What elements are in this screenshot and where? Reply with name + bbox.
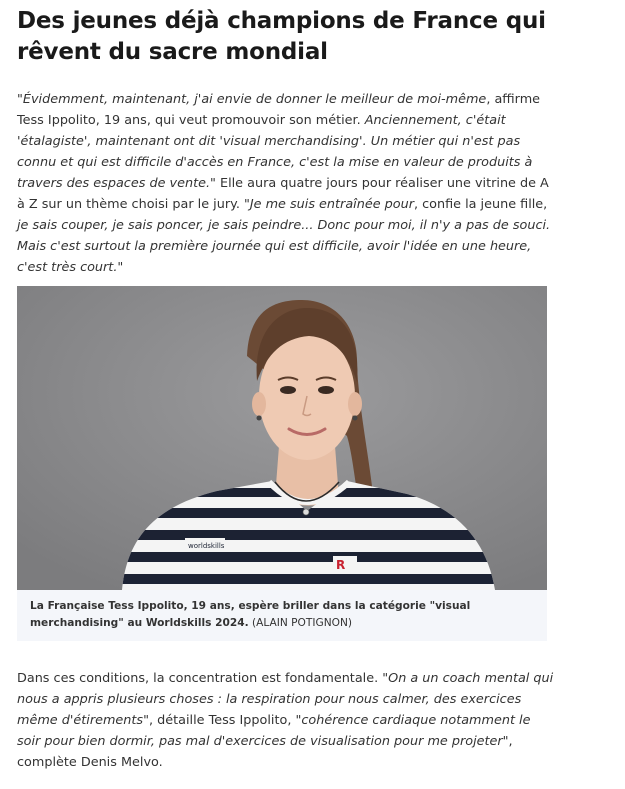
quote-text: Anciennement, c'était 'étalagiste', maintenant ont dit 'visual merchandising'. Un métier qui n'est pas connu et qui est difficile d'accès en France, c'est la mise en valeur de produits à travers des espaces de vente." [17,113,533,191]
portrait-illustration [17,286,547,590]
photo-caption [30,598,540,632]
portrait-photo [17,286,547,590]
body-text: , complète Denis Melvo. [17,734,513,770]
quote-text: "On a un coach mental qui nous a appris plusieurs choses : la respiration pour nous calmer, des exercices même d'étirements" [17,671,554,728]
article-figure [17,286,547,641]
quote-text: "Je me suis entraînée pour [243,197,414,212]
article-paragraph-1 [17,89,557,278]
svg-text:R: R [336,558,346,572]
svg-text:worldskills: worldskills [188,542,225,550]
photo-credit: (ALAIN POTIGNON) [251,617,353,629]
body-text: Dans ces conditions, la concentration est fondamentale. [17,671,383,686]
quote-text: "cohérence cardiaque notamment le soir pour bien dormir, pas mal d'exercices de visualisation pour me projeter" [17,713,531,749]
article-heading: Des jeunes déjà champions de France qui rêvent du sacre mondial [17,8,546,65]
body-text: , confie la jeune fille, [413,197,548,212]
caption-text: La Française Tess Ippolito, 19 ans, espère briller dans la catégorie "visual merchandising" au Worldskills 2024. [30,600,471,629]
article-paragraph-2 [17,668,557,773]
body-text: Elle aura quatre jours pour réaliser une vitrine de A à Z sur un thème choisi par le jury. [17,176,549,212]
body-text: , détaille Tess Ippolito, [149,713,296,728]
body-text: , affirme Tess Ippolito, 19 ans, qui veut promouvoir son métier. [17,92,541,128]
quote-text: "Évidemment, maintenant, j'ai envie de donner le meilleur de moi-même [17,92,487,107]
quote-text: je sais couper, je sais poncer, je sais peindre... Donc pour moi, il n'y a pas de souci. Mais c'est surtout la première journée qui est difficile, avoir l'idée en une heure, c'est très court." [17,218,551,275]
